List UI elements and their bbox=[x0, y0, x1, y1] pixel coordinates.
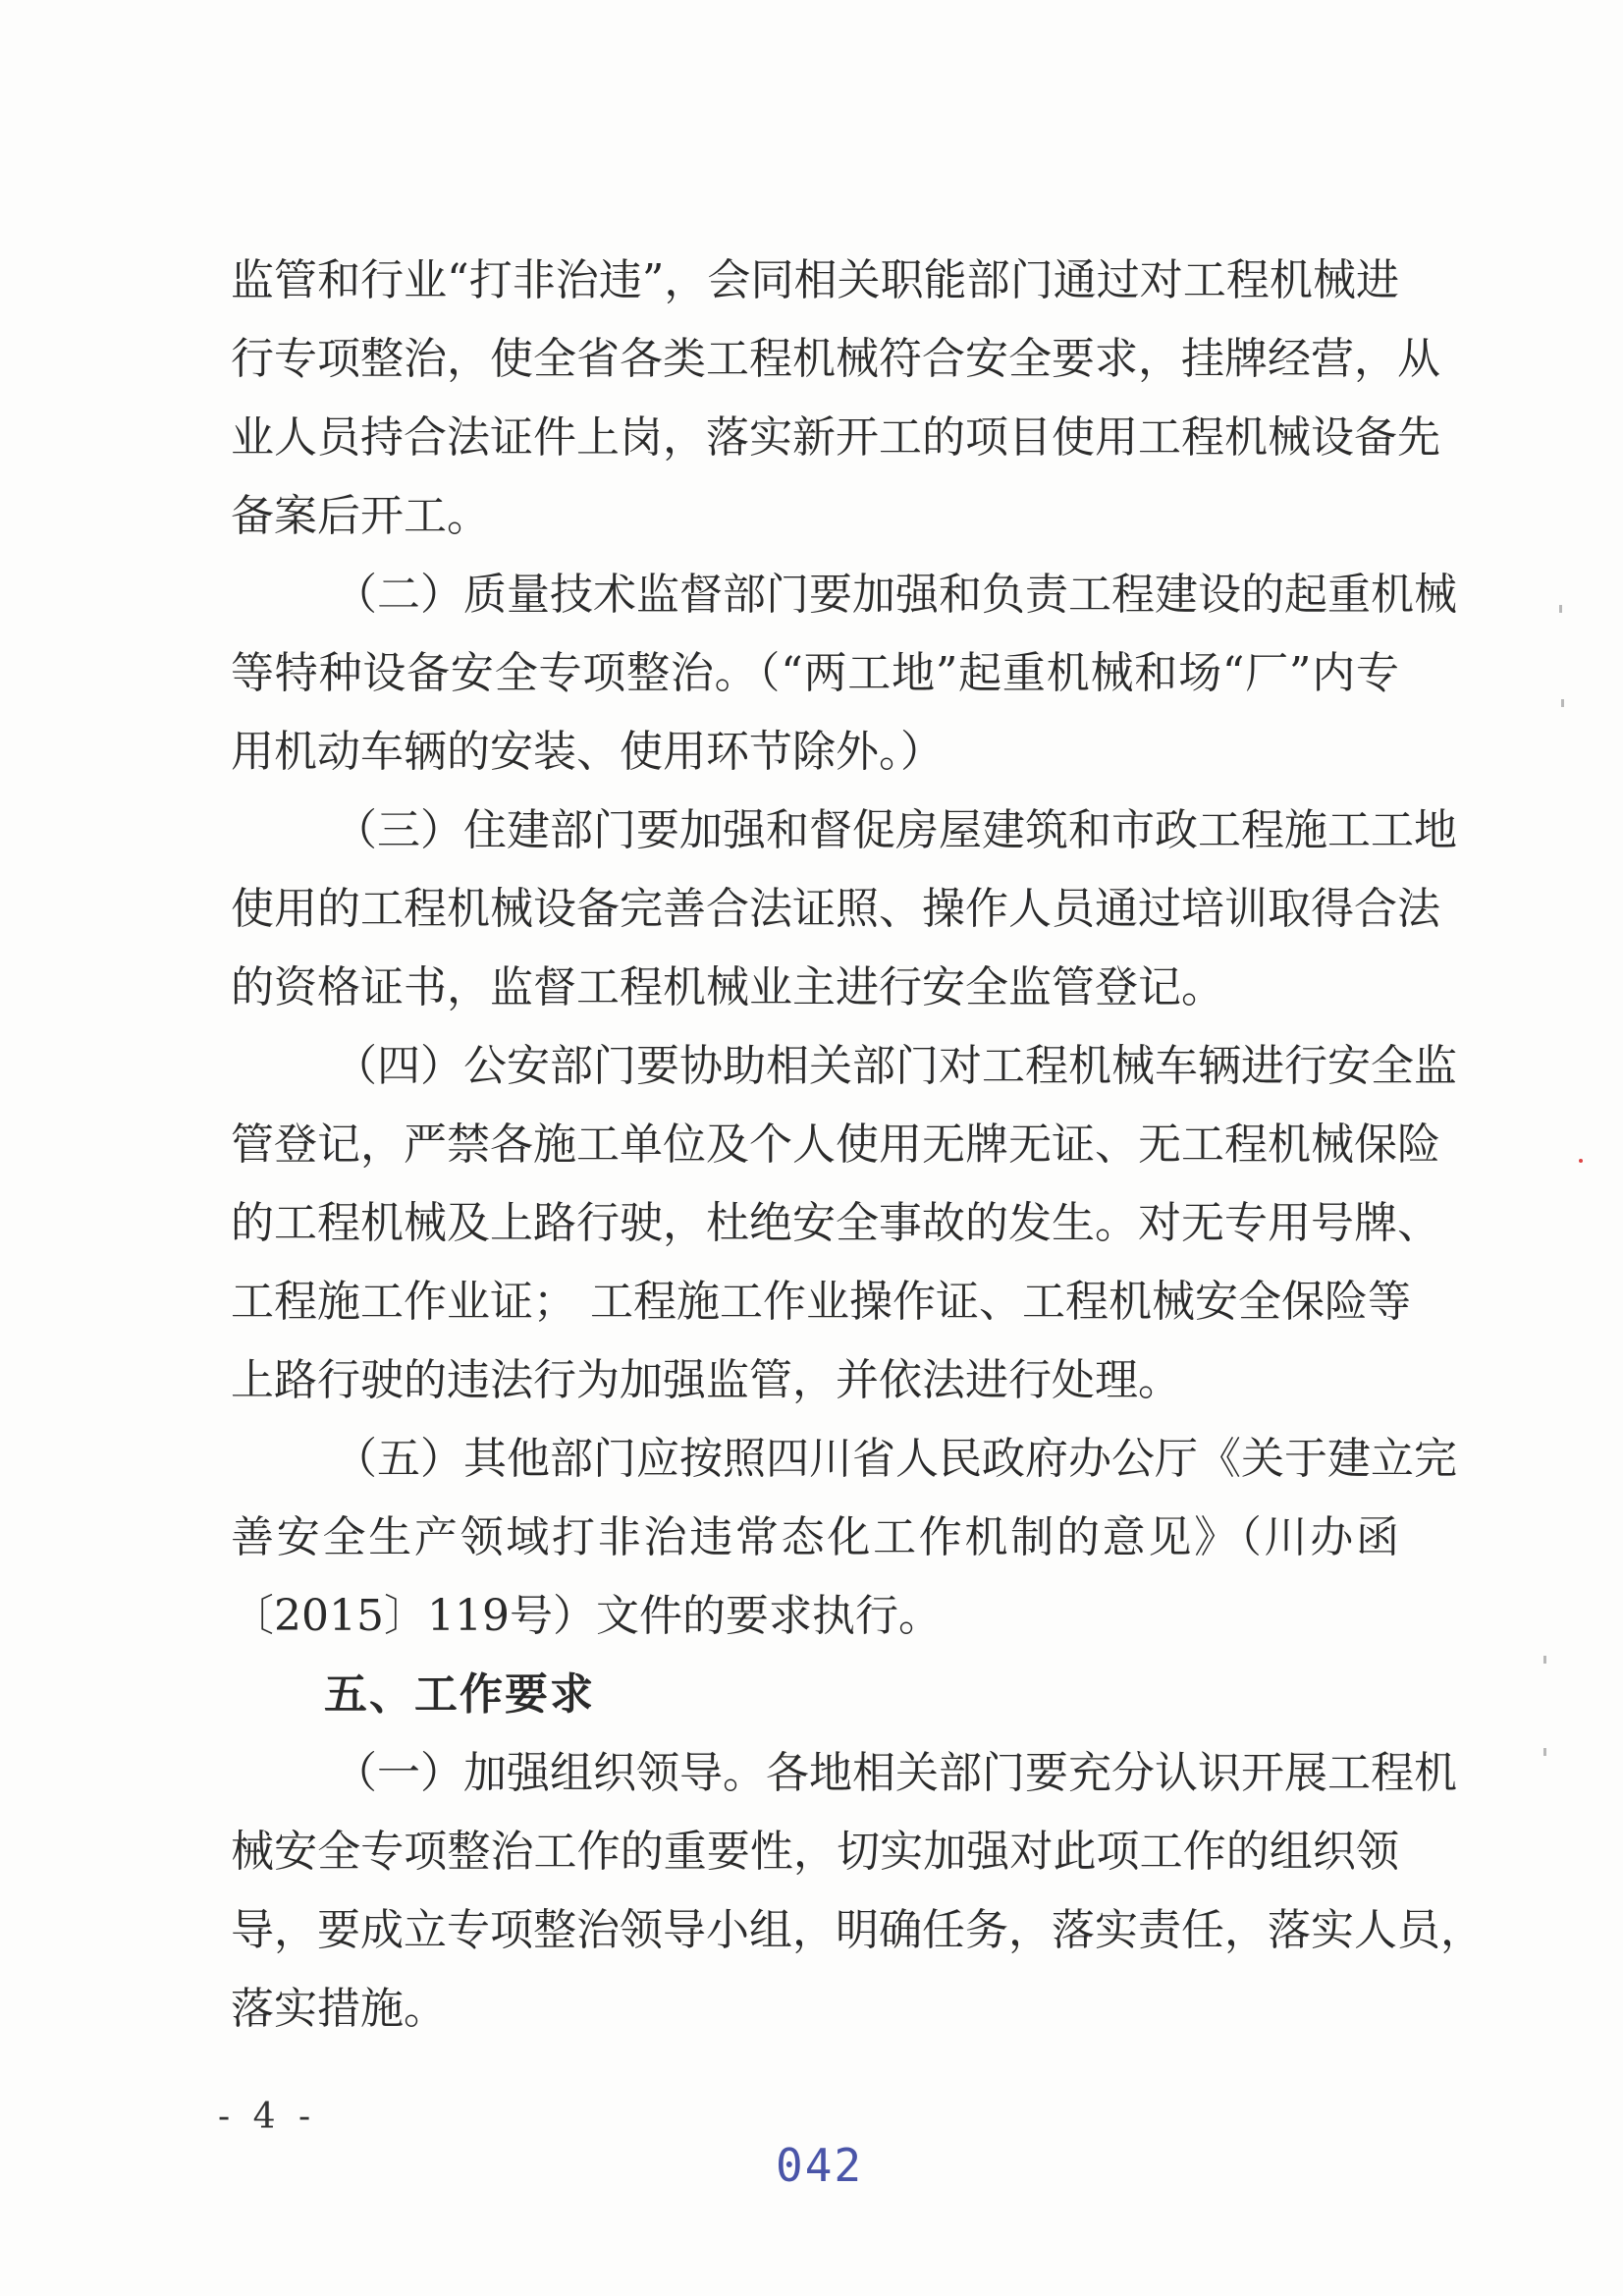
body-text-line: 械安全专项整治工作的重要性，切实加强对此项工作的组织领 bbox=[231, 1827, 1399, 1877]
body-text-line: 监管和行业“打非治违”，会同相关职能部门通过对工程机械进 bbox=[231, 255, 1399, 305]
scan-speck bbox=[1561, 699, 1564, 707]
body-text-line: 等特种设备安全专项整治。（“两工地”起重机械和场“厂”内专 bbox=[231, 648, 1399, 698]
body-text-line: 业人员持合法证件上岗，落实新开工的项目使用工程机械设备先 bbox=[231, 412, 1440, 463]
body-text-line: 行专项整治，使全省各类工程机械符合安全要求，挂牌经营，从 bbox=[231, 334, 1440, 384]
body-text-line: 的资格证书，监督工程机械业主进行安全监管登记。 bbox=[231, 962, 1224, 1012]
stamp-number: 042 bbox=[776, 2139, 864, 2192]
body-text-line: 导，要成立专项整治领导小组，明确任务，落实责任，落实人员， bbox=[231, 1905, 1484, 1955]
section-paragraph-start: （三）住建部门要加强和督促房屋建筑和市政工程施工工地 bbox=[334, 805, 1457, 855]
scan-speck bbox=[1579, 1159, 1583, 1163]
body-text-line: 〔2015〕119号）文件的要求执行。 bbox=[231, 1591, 942, 1641]
scan-speck bbox=[1543, 1748, 1546, 1756]
body-text-line: 使用的工程机械设备完善合法证照、操作人员通过培训取得合法 bbox=[231, 884, 1440, 934]
body-text-line: 用机动车辆的安装、使用环节除外。） bbox=[231, 727, 944, 777]
section-paragraph-start: （一）加强组织领导。各地相关部门要充分认识开展工程机 bbox=[334, 1748, 1457, 1798]
body-text-line: 工程施工作业证； 工程施工作业操作证、工程机械安全保险等 bbox=[231, 1277, 1411, 1327]
body-text-line: 善安全生产领域打非治违常态化工作机制的意见》（川办函 bbox=[231, 1512, 1399, 1562]
body-text-line: 落实措施。 bbox=[231, 1984, 447, 2034]
body-text-line: 的工程机械及上路行驶，杜绝安全事故的发生。对无专用号牌、 bbox=[231, 1198, 1440, 1248]
section-paragraph-start: （五）其他部门应按照四川省人民政府办公厅《关于建立完 bbox=[334, 1434, 1457, 1484]
section-heading: 五、工作要求 bbox=[324, 1669, 595, 1720]
section-paragraph-start: （四）公安部门要协助相关部门对工程机械车辆进行安全监 bbox=[334, 1041, 1457, 1091]
scan-speck bbox=[1543, 1656, 1546, 1664]
body-text-line: 上路行驶的违法行为加强监管，并依法进行处理。 bbox=[231, 1355, 1181, 1405]
body-text-line: 管登记，严禁各施工单位及个人使用无牌无证、无工程机械保险 bbox=[231, 1120, 1440, 1170]
body-text-line: 备案后开工。 bbox=[231, 491, 490, 541]
page-number: - 4 - bbox=[218, 2097, 317, 2137]
scan-speck bbox=[1559, 605, 1562, 613]
section-paragraph-start: （二）质量技术监督部门要加强和负责工程建设的起重机械 bbox=[334, 570, 1457, 620]
